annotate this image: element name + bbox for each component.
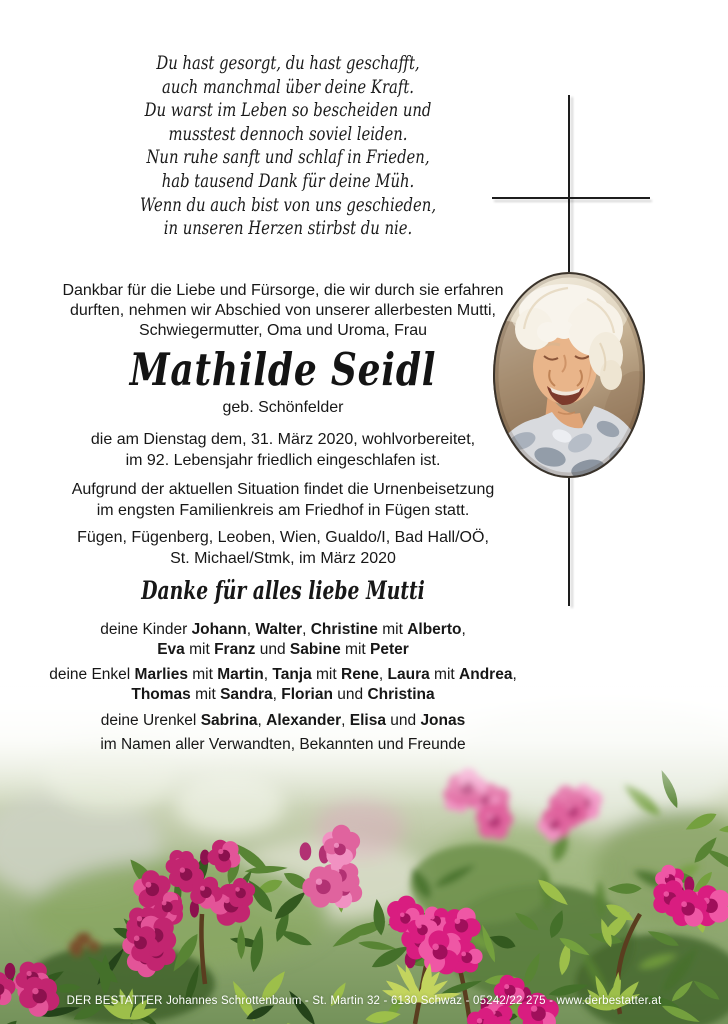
death-notice-line: die am Dienstag dem, 31. März 2020, wohlvorbereitet, xyxy=(90,431,476,448)
family-line: deine Urenkel Sabrina, Alexander, Elisa und Jonas xyxy=(100,712,466,729)
funeral-notice-line: im engsten Familienkreis am Friedhof in Fügen statt. xyxy=(96,501,470,519)
poem-line: Nun ruhe sanft und schlaf in Frieden, xyxy=(146,147,430,169)
thanks-line: Danke für alles liebe Mutti xyxy=(141,576,425,605)
intro-line: Schwiegermutter, Oma und Uroma, Frau xyxy=(138,322,428,339)
family-line: deine Enkel Marlies mit Martin, Tanja mit Rene, Laura mit Andrea, xyxy=(49,666,517,683)
family-line: im Namen aller Verwandten, Bekannten und Freunde xyxy=(100,735,466,753)
poem-line: Du warst im Leben so bescheiden und xyxy=(144,100,432,122)
places-line-text: St. Michael/Stmk, im März 2020 xyxy=(170,549,396,567)
places-line-text: Fügen, Fügenberg, Leoben, Wien, Gualdo/I, Bad Hall/OÖ, xyxy=(77,529,489,546)
poem-line: in unseren Herzen stirbst du nie. xyxy=(163,218,413,240)
family-list xyxy=(0,620,566,754)
death-notice-line: im 92. Lebensjahr friedlich eingeschlafen ist. xyxy=(125,451,441,469)
poem-line: hab tausend Dank für deine Müh. xyxy=(161,170,415,192)
places-line xyxy=(0,528,566,569)
family-line: deine Kinder Johann, Walter, Christine mit Alberto, xyxy=(100,621,466,638)
cross-icon xyxy=(492,197,650,199)
funeral-notice xyxy=(0,480,566,521)
intro-line: Dankbar für die Liebe und Fürsorge, die wir durch sie erfahren xyxy=(62,282,504,299)
portrait-photo xyxy=(492,271,646,479)
memorial-poem xyxy=(58,52,519,241)
poem-line: Du hast gesorgt, du hast geschafft, xyxy=(156,53,420,74)
family-line: Eva mit Franz und Sabine mit Peter xyxy=(157,640,409,658)
family-line: Thomas mit Sandra, Florian und Christina xyxy=(131,685,435,703)
poem-line: Wenn du auch bist von uns geschieden, xyxy=(139,194,437,216)
funeral-notice-line: Aufgrund der aktuellen Situation findet die Urnenbeisetzung xyxy=(71,481,495,498)
deceased-name: Mathilde Seidl xyxy=(129,343,437,396)
poem-line: auch manchmal über deine Kraft. xyxy=(162,76,414,98)
death-notice xyxy=(0,430,566,471)
intro-line: durften, nehmen wir Abschied von unserer allerbesten Mutti, xyxy=(69,302,496,319)
poem-line: musstest dennoch soviel leiden. xyxy=(168,123,408,145)
intro-text xyxy=(0,281,566,341)
funeral-home-footer: DER BESTATTER Johannes Schrottenbaum - St. Martin 32 - 6130 Schwaz - 05242/22 275 - www.derbestatter.at xyxy=(66,995,662,1007)
maiden-name: geb. Schönfelder xyxy=(222,399,344,416)
portrait-image xyxy=(492,271,646,479)
